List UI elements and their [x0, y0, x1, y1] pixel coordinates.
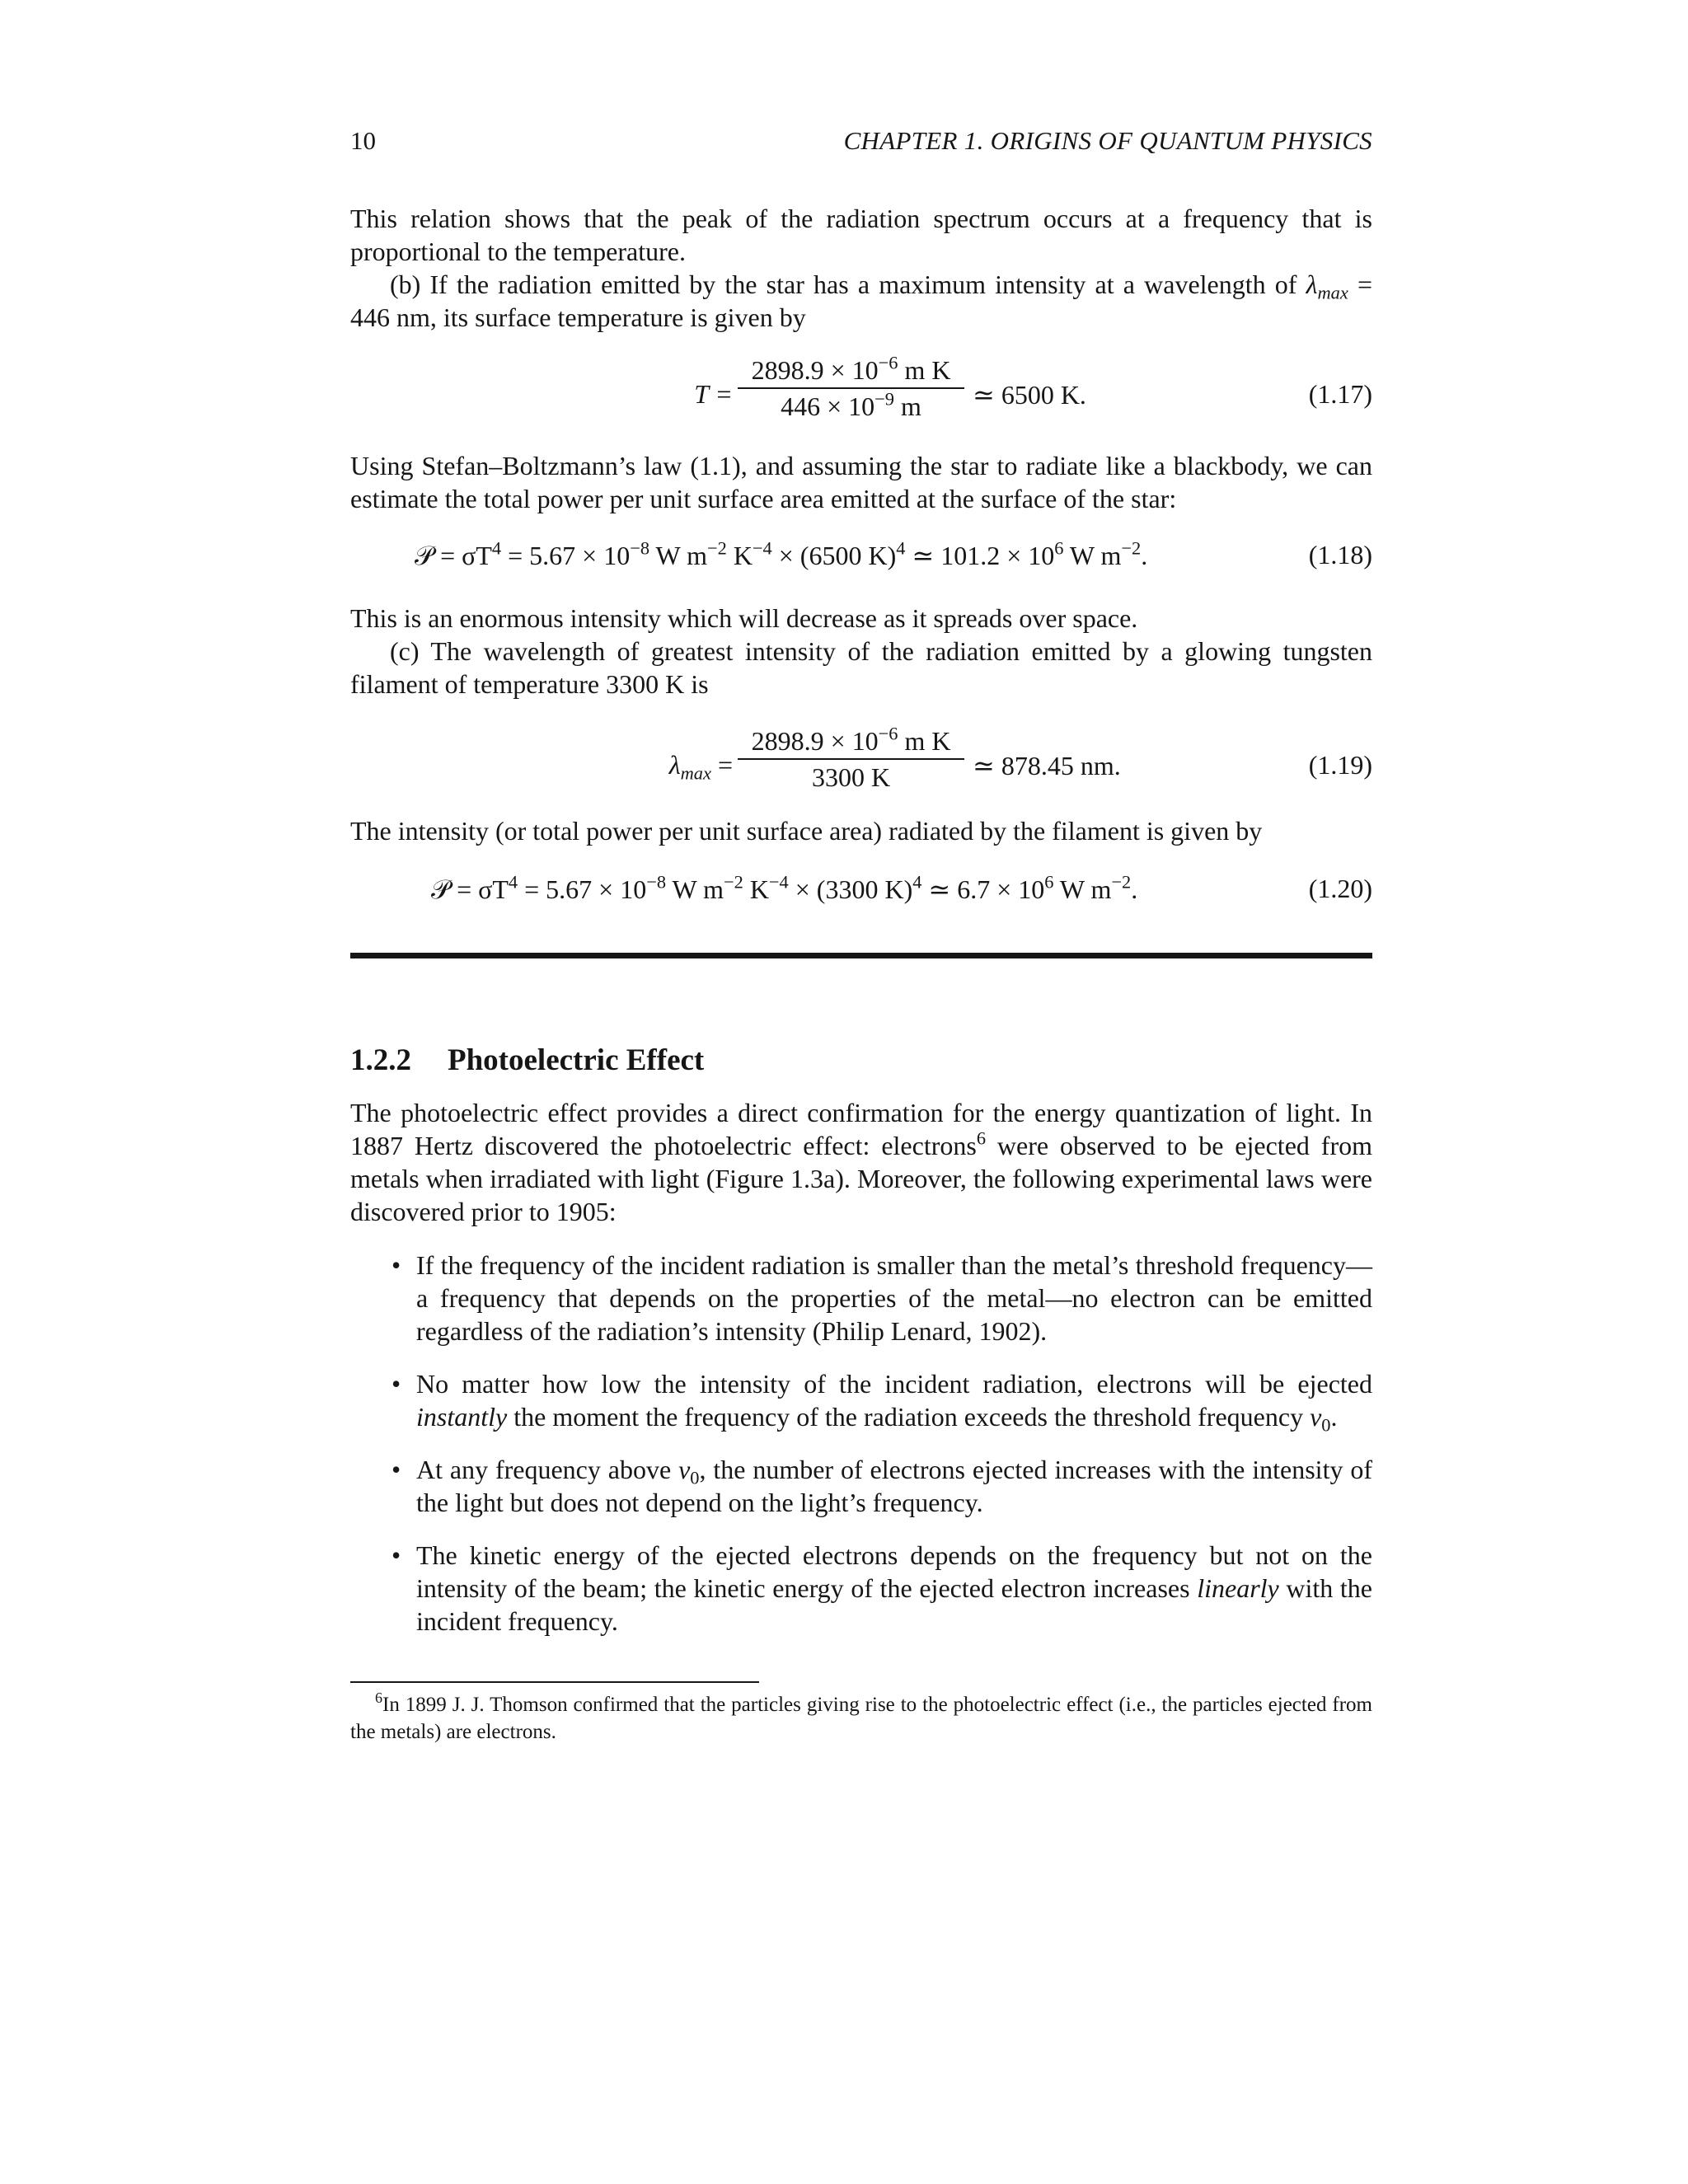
- emphasis: linearly: [1197, 1573, 1279, 1603]
- bullet-icon: •: [392, 1369, 401, 1399]
- text-run: If the frequency of the incident radiation is smaller than the metal’s threshold frequency—a frequency that depends on the properties of the metal—no electron can be emitted regardless of the radiation’s intensity (Philip Lenard, 1902).: [416, 1250, 1372, 1346]
- exponent: −8: [630, 537, 650, 559]
- equation-1-20: [350, 871, 1372, 915]
- text-run: ≃ 101.2 × 10: [905, 541, 1055, 570]
- text-run: 𝒫 = σT: [431, 874, 509, 904]
- equation-body: [431, 871, 1138, 906]
- exponent: −2: [723, 871, 743, 893]
- exponent: −4: [768, 871, 789, 893]
- paragraph-text: Using Stefan–Boltzmann’s law (1.1), and assuming the star to radiate like a blackbody, we can estimate the total power per unit surface area emitted at the surface of the star:: [350, 451, 1372, 513]
- subscript: 0: [690, 1467, 700, 1488]
- exponent: 4: [912, 871, 922, 893]
- footnote-text: In 1899 J. J. Thomson confirmed that the particles giving rise to the photoelectric effect (i.e., the particles ejected from the metals) are electrons.: [350, 1694, 1372, 1743]
- text-run: 446 × 10: [781, 391, 875, 421]
- paragraph-stefan-boltzmann: [350, 449, 1372, 515]
- footnote-rule: [350, 1681, 759, 1683]
- text-run: nm, its surface temperature is given by: [390, 302, 806, 332]
- paragraph-text: (c) The wavelength of greatest intensity of the radiation emitted by a glowing tungsten filament of temperature 3300 K is: [350, 636, 1372, 699]
- footnote-mark: 6: [375, 1690, 382, 1707]
- text-run: .: [1330, 1402, 1338, 1432]
- list-item: [350, 1539, 1372, 1638]
- equation-number: (1.18): [1308, 540, 1372, 569]
- paragraph-tungsten: [350, 602, 1372, 701]
- page-number: 10: [350, 126, 376, 155]
- equation-number: (1.20): [1308, 874, 1372, 903]
- paragraph-text: This relation shows that the peak of the radiation spectrum occurs at a frequency that is proportional to the temperature.: [350, 204, 1372, 266]
- equation-lhs: [622, 750, 733, 784]
- text-run: W m: [1053, 874, 1112, 904]
- text-run: .: [1131, 874, 1138, 904]
- nu-symbol: ν: [1310, 1402, 1322, 1432]
- page-header: [350, 126, 1372, 159]
- exponent: −4: [752, 537, 772, 559]
- text-run: =: [717, 750, 733, 780]
- text-run: 2898.9 × 10: [751, 355, 879, 385]
- running-title: CHAPTER 1. ORIGINS OF QUANTUM PHYSICS: [843, 126, 1372, 155]
- section-heading: [350, 1043, 704, 1078]
- equation-fraction: [738, 725, 964, 793]
- footnote-marker: 6: [976, 1127, 987, 1149]
- text-run: K: [726, 541, 753, 570]
- lambda-symbol: λ: [1306, 269, 1318, 299]
- exponent: −6: [878, 723, 898, 744]
- equation-number: (1.17): [1308, 379, 1372, 409]
- exponent: 6: [1044, 871, 1054, 893]
- text-run: K: [743, 874, 769, 904]
- exponent: −2: [1121, 537, 1142, 559]
- text-run: = 5.67 × 10: [518, 874, 647, 904]
- equation-1-19: [350, 725, 1372, 791]
- footnote: [350, 1691, 1372, 1746]
- exponent: −8: [646, 871, 667, 893]
- text-run: ≃ 6.7 × 10: [921, 874, 1045, 904]
- section-title: Photoelectric Effect: [448, 1043, 705, 1077]
- fraction-numerator: [738, 725, 964, 757]
- text-run: with the incident frequency.: [416, 1573, 1373, 1636]
- subscript: 0: [1321, 1414, 1331, 1436]
- paragraph-photoelectric-intro: [350, 1096, 1372, 1228]
- text-run: = 446: [350, 269, 1373, 332]
- exponent: 6: [1054, 537, 1064, 559]
- paragraph-text: The intensity (or total power per unit surface area) radiated by the filament is given by: [350, 816, 1263, 846]
- text-run: The kinetic energy of the ejected electrons depends on the frequency but not on the intensity of the beam; the kinetic energy of the ejected electron increases: [416, 1540, 1372, 1603]
- paragraph-peak-relation: [350, 202, 1372, 334]
- exponent: −6: [878, 352, 898, 373]
- text-run: W m: [1063, 541, 1122, 570]
- text-run: (b) If the radiation emitted by the star has a maximum intensity at a wavelength of: [390, 269, 1306, 299]
- exponent: −9: [874, 388, 894, 410]
- bullet-icon: •: [392, 1540, 401, 1570]
- lambda-symbol: λ: [668, 750, 681, 780]
- text-run: the moment the frequency of the radiation exceeds the threshold frequency: [507, 1402, 1311, 1432]
- text-run: At any frequency above: [416, 1455, 679, 1484]
- example-end-rule: [350, 953, 1372, 958]
- experimental-laws-list: [350, 1249, 1372, 1657]
- text-run: No matter how low the intensity of the incident radiation, electrons will be ejected: [416, 1369, 1372, 1399]
- text-run: , the number of electrons ejected increases with the intensity of the light but does not depend on the light’s frequency.: [416, 1455, 1373, 1517]
- bullet-icon: •: [392, 1250, 401, 1280]
- text-run: × (6500 K): [771, 541, 897, 570]
- list-item: [350, 1453, 1372, 1519]
- exponent: −2: [1111, 871, 1132, 893]
- emphasis: instantly: [416, 1402, 508, 1432]
- nu-symbol: ν: [678, 1455, 691, 1484]
- paragraph-text: This is an enormous intensity which will decrease as it spreads over space.: [350, 603, 1138, 633]
- paragraph-text: [350, 1096, 1372, 1228]
- list-item: [350, 1249, 1372, 1347]
- fraction-bar: [738, 758, 964, 760]
- text-run: The photoelectric effect provides a direct confirmation for the energy quantization of light. In 1887 Hertz discovered the photoelectric effect: electrons: [350, 1098, 1372, 1160]
- text-run: 𝒫 = σT: [415, 541, 492, 570]
- exponent: 4: [896, 537, 906, 559]
- exponent: 4: [491, 537, 502, 559]
- fraction-denominator: 3300 K: [811, 762, 891, 792]
- text-run: 2898.9 × 10: [751, 726, 879, 756]
- exponent: 4: [508, 871, 518, 893]
- equation-rhs: ≃ 878.45 nm.: [973, 751, 1121, 780]
- text-run: W m: [666, 874, 724, 904]
- paragraph-star-wavelength: [350, 268, 1372, 334]
- equation-number: (1.19): [1308, 750, 1372, 780]
- text-run: m K: [898, 726, 951, 756]
- equation-body: [415, 537, 1148, 572]
- max-subscript: max: [680, 762, 711, 784]
- exponent: −2: [706, 537, 727, 559]
- text-run: .: [1141, 541, 1148, 570]
- text-run: were observed to be ejected from metals when irradiated with light (Figure 1.3a). Moreover, the following experimental laws were discovered prior to 1905:: [350, 1131, 1373, 1226]
- equation-fraction: [738, 354, 964, 422]
- fraction-bar: [738, 387, 964, 389]
- equation-1-17: [350, 354, 1372, 420]
- paragraph-filament-intensity: [350, 814, 1372, 847]
- equation-rhs: ≃ 6500 K.: [973, 380, 1086, 410]
- fraction-denominator: [738, 388, 964, 422]
- text-run: × (3300 K): [788, 874, 913, 904]
- list-item: [350, 1367, 1372, 1436]
- fraction-numerator: [738, 354, 964, 386]
- text-run: = 5.67 × 10: [501, 541, 631, 570]
- equation-1-18: [350, 537, 1372, 581]
- equation-lhs: T =: [694, 379, 733, 409]
- text-run: m K: [898, 355, 951, 385]
- bullet-icon: •: [392, 1455, 401, 1484]
- max-subscript: max: [1317, 282, 1348, 303]
- section-number: 1.2.2: [350, 1043, 411, 1077]
- text-run: m: [893, 391, 921, 421]
- text-run: W m: [649, 541, 707, 570]
